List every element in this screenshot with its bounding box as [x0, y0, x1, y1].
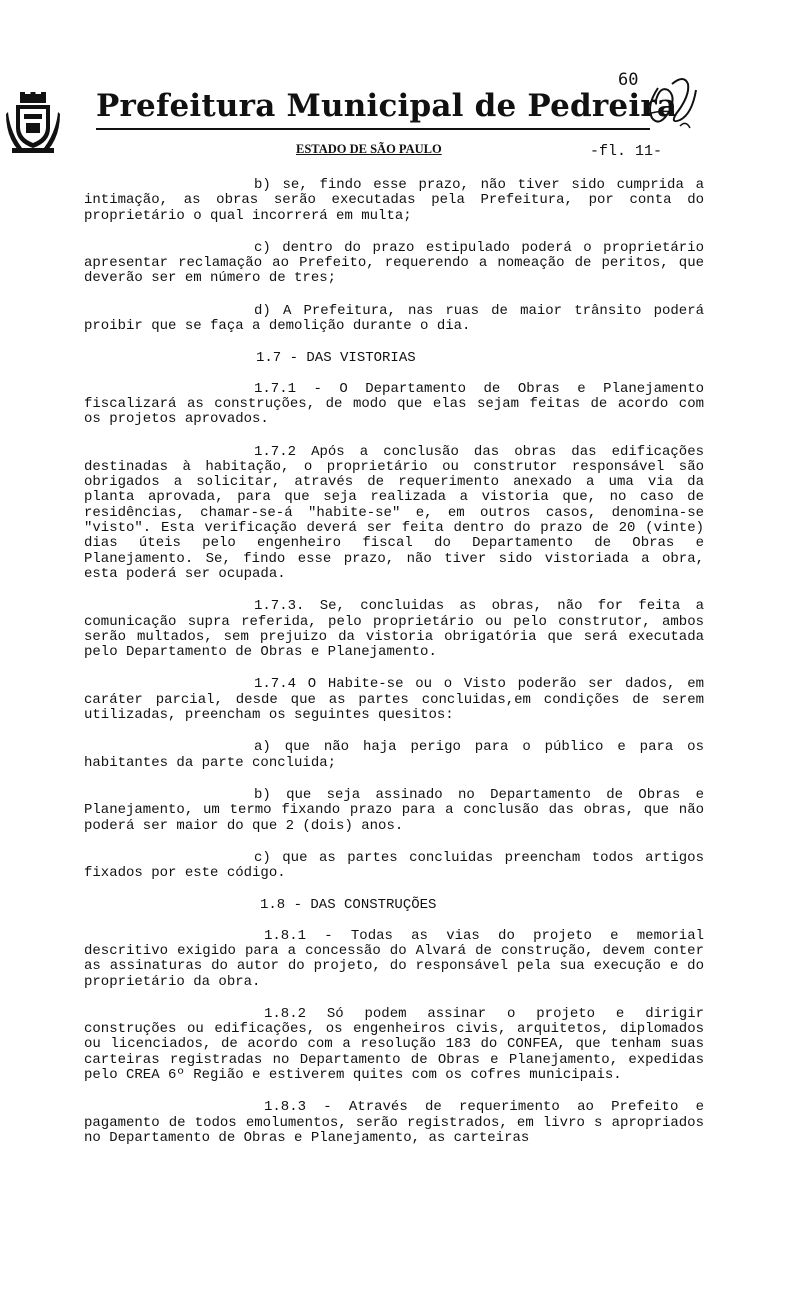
paragraph-item-d-traffic: d) A Prefeitura, nas ruas de maior trânsito poderá proibir que se faça a demolição durante o dia.: [84, 302, 704, 335]
paragraph-1-8-1: 1.8.1 - Todas as vias do projeto e memorial descritivo exigido para a concessão do Alvará de construção, devem conter as assinaturas do autor do projeto, do responsável pela sua execução e do proprietário da obra.: [84, 927, 704, 990]
paragraph-1-8-2: 1.8.2 Só podem assinar o projeto e dirigir construções ou edificações, os engenheiros civis, arquitetos, diplomados ou licenciados, de acordo com a resolução 183 do CONFEA, que tenham suas carteiras registradas no Departamento de Obras e Planejamento, expedidas pelo CREA 6º Região e estiverem quites com os cofres municipais.: [84, 1005, 704, 1084]
section-heading-vistorias: 1.7 - DAS VISTORIAS: [256, 350, 416, 367]
paragraph-item-c-complaint: c) dentro do prazo estipulado poderá o proprietário apresentar reclamação ao Prefeito, requerendo a nomeação de peritos, que deverão ser em número de tres;: [84, 239, 704, 287]
page-number: -fl. 11-: [590, 143, 663, 160]
stamped-folio-number: 60: [618, 70, 639, 90]
paragraph-item-b-term: b) que seja assinado no Departamento de Obras e Planejamento, um termo fixando prazo para a conclusão das obras, que não poderá ser maior do que 2 (dois) anos.: [84, 786, 704, 834]
paragraph-item-a-danger: a) que não haja perigo para o público e para os habitantes da parte concluida;: [84, 739, 704, 771]
handwritten-initials: [640, 70, 702, 136]
paragraph-1-7-4: 1.7.4 O Habite-se ou o Visto poderão ser dados, em caráter parcial, desde que as partes concluidas,em condições de serem utilizadas, preencham os seguintes quesitos:: [84, 676, 704, 724]
header-rule: [96, 128, 650, 130]
paragraph-item-b-deadline: b) se, findo esse prazo, não tiver sido cumprida a intimação, as obras serão executadas pela Prefeitura, por conta do proprietário o qual incorrerá em multa;: [84, 177, 704, 224]
paragraph-item-c-articles: c) que as partes concluidas preencham todos artigos fixados por este código.: [84, 849, 704, 882]
section-heading-construcoes: 1.8 - DAS CONSTRUÇÕES: [260, 897, 437, 914]
paragraph-1-7-2: 1.7.2 Após a conclusão das obras das edificações destinadas à habitação, o proprietário ou construtor responsável são obrigados a solicitar, através de requerimento anexado a uma via da planta aprovada, para que seja realizada a vistoria que, no caso de residências, chamar-se-á "habite-se" e, em outros casos, denomina-se "visto". Esta verificação deverá ser feita dentro do prazo de 20 (vinte) dias úteis pelo engenheiro fiscal do Departamento de Obras e Planejamento. Se, findo esse prazo, não tiver sido vistoriada a obra, esta poderá ser ocupada.: [84, 443, 704, 582]
letterhead-title: Prefeitura Municipal de Pedreira: [96, 88, 678, 124]
paragraph-1-8-3: 1.8.3 - Através de requerimento ao Prefeito e pagamento de todos emolumentos, serão registrados, em livro s apropriados no Departamento de Obras e Planejamento, as carteiras: [84, 1099, 704, 1146]
document-body: [84, 178, 704, 1163]
state-subheader: ESTADO DE SÃO PAULO: [296, 142, 442, 156]
paragraph-1-7-3: 1.7.3. Se, concluidas as obras, não for feita a comunicação supra referida, pelo proprietário ou pelo construtor, ambos serão multados, sem prejuizo da vistoria obrigatória que será executada pelo Departamento de Obras e Planejamento.: [84, 598, 704, 661]
municipal-coat-of-arms: [6, 92, 60, 154]
paragraph-1-7-1: 1.7.1 - O Departamento de Obras e Planejamento fiscalizará as construções, de modo que elas sejam feitas de acordo com os projetos aprovados.: [84, 380, 704, 428]
